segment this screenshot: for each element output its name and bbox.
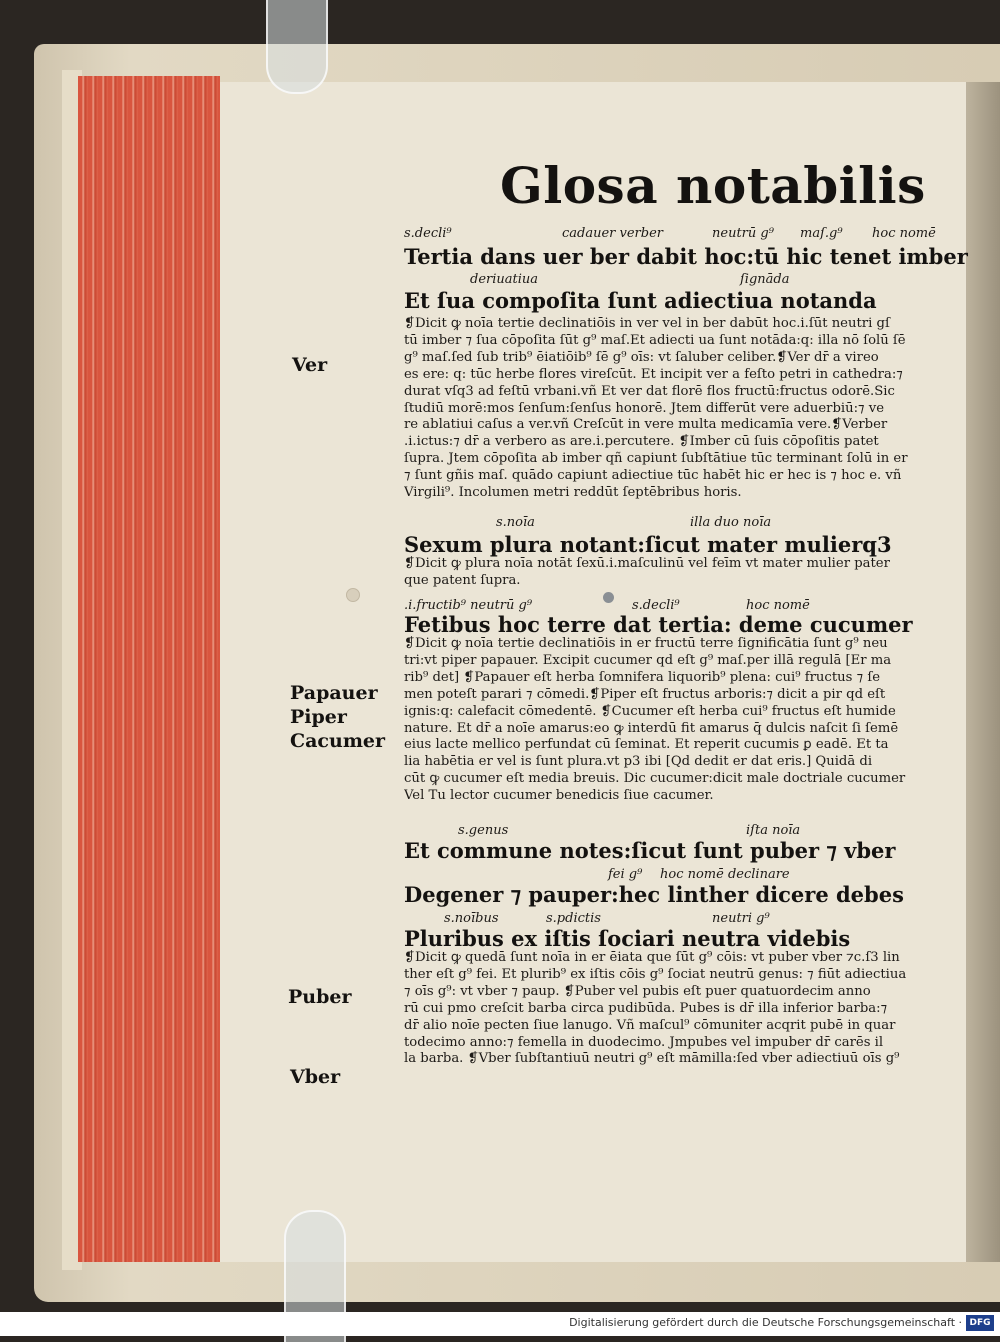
commentary-line: es ere: q: tūc herbe flores vireſcūt. Et incipit ver a feſto petri in cathedra:⁊	[404, 366, 903, 382]
verse-line: Pluribus ex iſtis ſociari neutra videbis	[404, 926, 851, 951]
verse-line: Sexum plura notant:ſicut mater mulierq3	[404, 532, 892, 557]
commentary-line: g⁹ maſ.ſed ſub trib⁹ ēiatiōib⁹ ſē g⁹ oīs: vt ſaluber celiber.❡Ver dr̄ a vireo	[404, 349, 879, 365]
gutter-shadow	[966, 82, 1000, 1262]
margin-note: Papauer	[290, 682, 378, 704]
commentary-block	[404, 950, 944, 1068]
commentary-line: ther eſt g⁹ fei. Et plurib⁹ ex iſtis cōis g⁹ ſociat neutrū genus: ⁊ fiūt adiectiua	[404, 966, 907, 982]
commentary-block	[404, 636, 944, 805]
interlinear-gloss: hoc nomē declinare	[660, 867, 790, 882]
interlinear-gloss: s.genus	[458, 823, 509, 838]
commentary-line: que patent ſupra.	[404, 572, 521, 588]
commentary-line: la barba. ❡Vber ſubſtantiuū neutri g⁹ eſt māmilla:ſed vber adiectiuū oīs g⁹	[404, 1051, 900, 1067]
commentary-block	[404, 316, 944, 502]
interlinear-gloss: deriuatiua	[470, 272, 539, 287]
commentary-line: durat vſq3 ad feſtū vrbani.vñ Et ver dat florē flos fructū:fructus odorē.Sic	[404, 383, 895, 399]
margin-note: Piper	[290, 706, 347, 728]
interlinear-gloss: iſta noīa	[746, 823, 801, 838]
commentary-line: eius lacte mellico perfundat cū ſeminat. Et reperit cucumis ꝑ eadē. Et ta	[404, 737, 889, 753]
interlinear-gloss: .i.fructib⁹ neutrū g⁹	[404, 598, 533, 613]
interlinear-gloss: s.noīa	[496, 515, 535, 530]
interlinear-gloss: neutri g⁹	[712, 911, 770, 926]
commentary-line: tū imber ⁊ ſua cōpoſita ſūt g⁹ maſ.Et adiecti ua ſunt notāda:q: illa nō ſolū ſē	[404, 332, 906, 348]
margin-note: Ver	[292, 354, 328, 376]
commentary-line: todecimo anno:⁊ femella in duodecimo. Jmpubes vel impuber dr̄ carēs il	[404, 1034, 884, 1050]
commentary-line: Vel Tu lector cucumer benedicis ſiue cacumer.	[404, 788, 714, 804]
commentary-line: ſupra. Jtem cōpoſita ab imber qñ capiunt ſubſtātiue tūc terminant ſolū in er	[404, 451, 908, 467]
margin-note: Vber	[290, 1066, 341, 1088]
commentary-line: ❡Dicit ꝙ quedā ſunt noīa in er ēiata que ſūt g⁹ cōis: vt puber vber ⁊c.ſ3 lin	[404, 950, 900, 965]
page-clip-top	[266, 0, 328, 94]
interlinear-gloss: s.noībus	[444, 911, 499, 926]
commentary-block	[404, 556, 944, 590]
verse-line: Tertia dans uer ber dabit hoc:tū hic tenet imber	[404, 244, 968, 269]
commentary-line: men poteſt parari ⁊ cōmedi.❡Piper eſt fructus arboris:⁊ dicit a pir qd eſt	[404, 686, 886, 702]
commentary-line: nature. Et dr̄ a noīe amarus:eo ꝙ interdū fit amarus q̄ dulcis naſcit ſi ſemē	[404, 720, 899, 736]
commentary-line: ignis:q: calefacit cōmedentē. ❡Cucumer eſt herba cui⁹ fructus eſt humide	[404, 703, 896, 719]
dfg-logo: DFG	[966, 1315, 994, 1331]
commentary-line: rib⁹ det] ❡Papauer eſt herba ſomnifera liquorib⁹ plena: cui⁹ fructus ⁊ ſe	[404, 669, 880, 685]
commentary-line: .i.ictus:⁊ dr̄ a verbero as are.i.percutere. ❡Imber cū ſuis cōpoſitis patet	[404, 434, 879, 450]
commentary-line: ❡Dicit ꝙ noīa tertie declinatiōis in er fructū terre ſignificātia ſunt g⁹ neu	[404, 636, 888, 651]
verse-line: Degener ⁊ pauper:hec linther dicere debes	[404, 882, 904, 907]
interlinear-gloss: ſignāda	[740, 272, 790, 287]
interlinear-gloss: hoc nomē	[746, 598, 810, 613]
commentary-line: dr̄ alio noīe pecten ſiue lanugo. Vñ maſcul⁹ cōmuniter acqrit pubē in quar	[404, 1017, 896, 1033]
funding-credit: Digitalisierung gefördert durch die Deutsche Forschungsgemeinschaft ·	[569, 1316, 962, 1329]
margin-note: Puber	[288, 986, 352, 1008]
interlinear-gloss: illa duo noīa	[690, 515, 772, 530]
verse-line: Et commune notes:ſicut ſunt puber ⁊ vber	[404, 838, 896, 863]
commentary-line: ſtudiū morē:mos ſenſum:ſenſus honorē. Jtem differūt vere aduerbiū:⁊ ve	[404, 400, 885, 416]
commentary-line: ⁊ ſunt gñis maſ. quādo capiunt adiectiue tūc habēt hic er hec is ⁊ hoc e. vñ	[404, 468, 902, 484]
commentary-line: Virgili⁹. Incolumen metri reddūt ſeptēbribus horis.	[404, 485, 742, 501]
commentary-line: cūt ꝙ cucumer eſt media breuis. Dic cucumer:dicit male doctriale cucumer	[404, 771, 906, 787]
interlinear-gloss: maſ.g⁹	[800, 226, 843, 241]
commentary-line: tri:vt piper papauer. Excipit cucumer qd eſt g⁹ maſ.per illā regulā [Er ma	[404, 652, 892, 668]
red-page-edges	[78, 76, 220, 1262]
margin-note: Cacumer	[290, 730, 386, 752]
verse-line: Et ſua compoſita ſunt adiectiua notanda	[404, 288, 877, 313]
page-title: Glosa notabilis	[500, 156, 926, 215]
interlinear-gloss: fei g⁹	[608, 867, 643, 882]
interlinear-gloss: s.decli⁹	[404, 226, 452, 241]
verse-line: Fetibus hoc terre dat tertia: deme cucumer	[404, 612, 913, 637]
footer-bar	[0, 1312, 1000, 1336]
page-stain	[346, 588, 360, 602]
interlinear-gloss: s.decli⁹	[632, 598, 680, 613]
interlinear-gloss: hoc nomē	[872, 226, 936, 241]
commentary-line: lia habētia er vel is ſunt plura.vt p3 ibi [Qd dedit er dat eris.] Quidā di	[404, 754, 873, 770]
ink-dot	[603, 592, 614, 603]
interlinear-gloss: s.pdictis	[546, 911, 601, 926]
commentary-line: ❡Dicit ꝙ noīa tertie declinatiōis in ver vel in ber dabūt hoc.i.ſūt neutri gſ	[404, 316, 890, 331]
commentary-line: ⁊ oīs g⁹: vt vber ⁊ paup. ❡Puber vel pubis eſt puer quatuordecim anno	[404, 983, 871, 999]
commentary-line: re ablatiui caſus a ver.vñ Creſcūt in vere multa medicamīa vere.❡Verber	[404, 417, 888, 433]
commentary-line: rū cui pmo creſcit barba circa pudibūda. Pubes is dr̄ illa inferior barba:⁊	[404, 1000, 888, 1016]
commentary-line: ❡Dicit ꝙ plura noīa notāt ſexū.i.maſculinū vel feīm vt mater mulier pater	[404, 556, 890, 571]
interlinear-gloss: cadauer verber	[562, 226, 663, 241]
interlinear-gloss: neutrū g⁹	[712, 226, 774, 241]
